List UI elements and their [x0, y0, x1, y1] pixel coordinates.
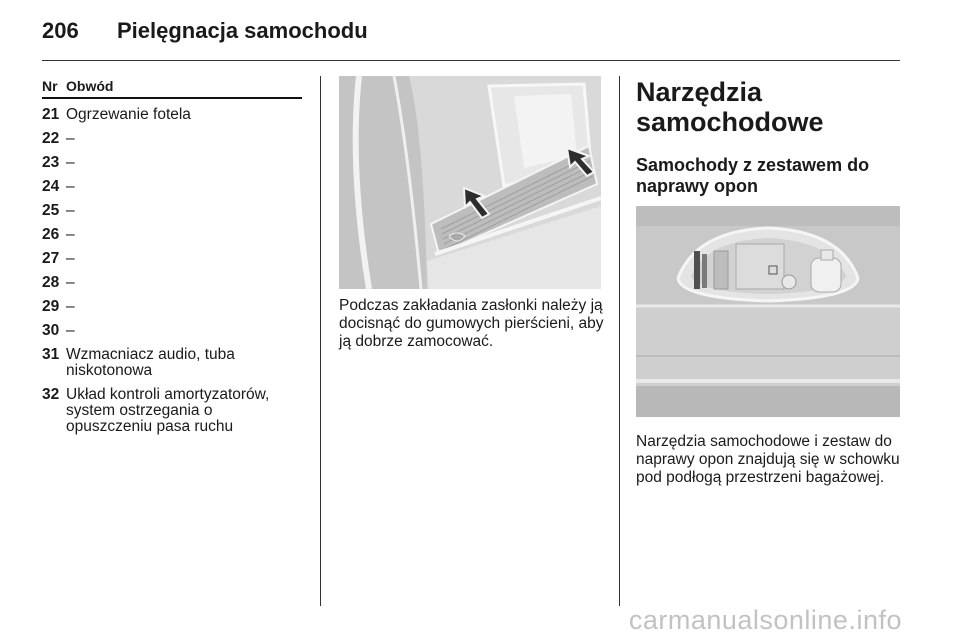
page-number: 206: [42, 18, 79, 43]
fuse-number: 32: [42, 386, 60, 403]
circuit-description: –: [66, 178, 75, 195]
fuse-number: 27: [42, 250, 60, 267]
table-row: [42, 155, 302, 171]
tools-location-text: Narzędzia samochodowe i zestaw do naprawy opon znajdują się w schowku pod podłogą przestrzeni bagażowej.: [636, 433, 900, 486]
table-row: [42, 179, 302, 195]
column-divider-1: [320, 76, 321, 606]
table-row: [42, 203, 302, 219]
tools-compartment-drawing: [636, 206, 900, 417]
header-nr: Nr: [42, 78, 58, 94]
fuse-number: 26: [42, 226, 60, 243]
fuse-number: 31: [42, 346, 60, 363]
cover-instruction-text: Podczas zakładania zasłonki należy ją docisnąć do gumowych pierścieni, aby ją dobrze zamocować.: [339, 297, 604, 350]
fuse-number: 25: [42, 202, 60, 219]
tools-compartment-photo: [636, 206, 900, 417]
table-header: [42, 78, 302, 99]
circuit-description: –: [66, 298, 75, 315]
circuit-description: Układ kontroli amortyzatorów, system ostrzegania o opuszczeniu pasa ruchu: [66, 386, 270, 435]
circuit-description: –: [66, 322, 75, 339]
watermark: carmanualsonline.info: [628, 605, 902, 635]
cargo-cover-illustration: [339, 76, 601, 289]
table-row: [42, 251, 302, 267]
section-heading: Narzędzia samochodowe: [636, 77, 824, 137]
fuse-number: 21: [42, 106, 60, 123]
column-divider-2: [619, 76, 620, 606]
circuit-description: Wzmacniacz audio, tuba niskotonowa: [66, 346, 235, 379]
fuse-number: 22: [42, 130, 60, 147]
page-header: [42, 18, 368, 44]
fuse-table: [42, 78, 302, 435]
fuse-number: 30: [42, 322, 60, 339]
circuit-description: –: [66, 226, 75, 243]
table-row: [42, 227, 302, 243]
fuse-number: 28: [42, 274, 60, 291]
page-title: Pielęgnacja samochodu: [117, 18, 368, 43]
circuit-description: –: [66, 202, 75, 219]
fuse-number: 24: [42, 178, 60, 195]
header-circuit: Obwód: [66, 78, 114, 94]
table-body: [42, 107, 302, 435]
circuit-description: –: [66, 274, 75, 291]
section-subheading: Samochody z zestawem do naprawy opon: [636, 155, 870, 196]
circuit-description: –: [66, 130, 75, 147]
table-row: [42, 275, 302, 291]
table-row: [42, 347, 302, 379]
fuse-number: 23: [42, 154, 60, 171]
fuse-number: 29: [42, 298, 60, 315]
circuit-description: –: [66, 250, 75, 267]
table-row: [42, 299, 302, 315]
table-row: [42, 131, 302, 147]
circuit-description: –: [66, 154, 75, 171]
table-row: [42, 107, 302, 123]
table-row: [42, 323, 302, 339]
circuit-description: Ogrzewanie fotela: [66, 106, 191, 123]
table-row: [42, 387, 302, 435]
header-rule: [42, 60, 900, 61]
cargo-cover-drawing: [339, 76, 601, 289]
